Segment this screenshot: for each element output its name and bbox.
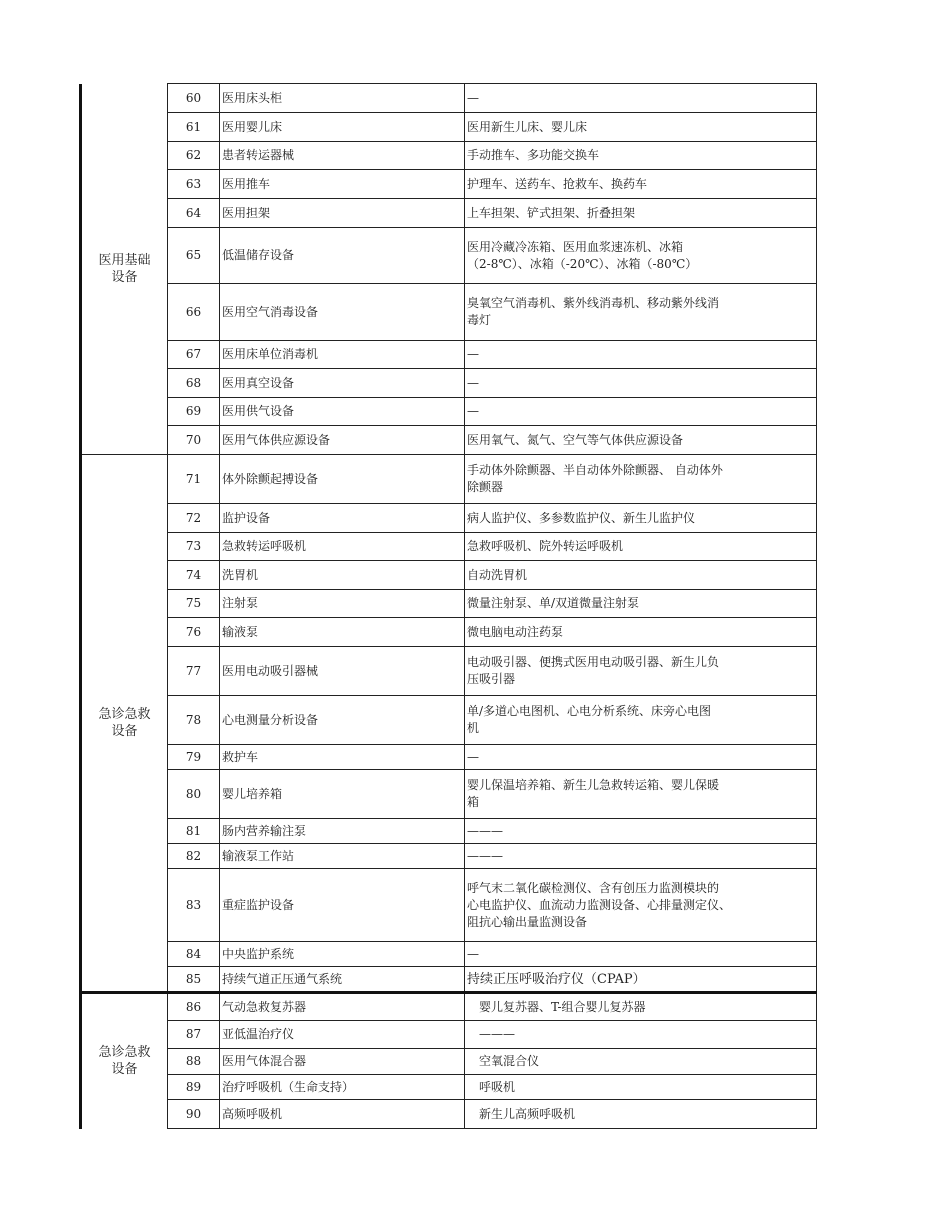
- row-number: 83: [168, 869, 220, 942]
- row-number: 89: [168, 1075, 220, 1100]
- device-examples: 空氧混合仪: [465, 1049, 817, 1075]
- device-examples: —: [465, 84, 817, 113]
- device-name: 医用真空设备: [220, 369, 465, 398]
- device-name: 医用电动吸引器械: [220, 647, 465, 696]
- device-name: 肠内营养输注泵: [220, 819, 465, 844]
- device-examples: —: [465, 341, 817, 369]
- row-number: 71: [168, 455, 220, 504]
- device-examples: —: [465, 398, 817, 426]
- device-examples: —: [465, 942, 817, 967]
- category-label: 急诊急救: [98, 707, 151, 722]
- device-examples: 单/多道心电图机、心电分析系统、床旁心电图 机: [465, 696, 817, 745]
- device-name: 心电测量分析设备: [220, 696, 465, 745]
- row-number: 75: [168, 590, 220, 618]
- device-examples: 医用冷藏冷冻箱、医用血浆速冻机、冰箱 （2-8℃）、冰箱（-20℃）、冰箱（-80℃）: [465, 228, 817, 284]
- row-number: 88: [168, 1049, 220, 1075]
- table-row: [81, 341, 817, 369]
- device-name: 治疗呼吸机（生命支持）: [220, 1075, 465, 1100]
- device-examples: —: [465, 369, 817, 398]
- device-examples: ———: [465, 844, 817, 869]
- row-number: 79: [168, 745, 220, 770]
- device-examples: ———: [465, 1021, 817, 1049]
- device-name: 医用床头柜: [220, 84, 465, 113]
- device-examples: 臭氧空气消毒机、紫外线消毒机、移动紫外线消 毒灯: [465, 284, 817, 341]
- device-examples: 微量注射泵、单/双道微量注射泵: [465, 590, 817, 618]
- table-row: [81, 142, 817, 170]
- device-examples: 自动洗胃机: [465, 561, 817, 590]
- row-number: 60: [168, 84, 220, 113]
- row-number: 65: [168, 228, 220, 284]
- equipment-table: [79, 83, 817, 1129]
- row-number: 68: [168, 369, 220, 398]
- table-row: [81, 942, 817, 967]
- device-name: 医用担架: [220, 199, 465, 228]
- device-name: 体外除颤起搏设备: [220, 455, 465, 504]
- device-examples: 医用新生儿床、婴儿床: [465, 113, 817, 142]
- row-number: 67: [168, 341, 220, 369]
- device-name: 医用气体供应源设备: [220, 426, 465, 455]
- device-name: 婴儿培养箱: [220, 770, 465, 819]
- device-name: 注射泵: [220, 590, 465, 618]
- row-number: 74: [168, 561, 220, 590]
- device-examples: 呼气末二氧化碳检测仪、含有创压力监测模块的 心电监护仪、血流动力监测设备、心排量测定仪、 阻抗心输出量监测设备: [465, 869, 817, 942]
- row-number: 77: [168, 647, 220, 696]
- row-number: 82: [168, 844, 220, 869]
- row-number: 69: [168, 398, 220, 426]
- row-number: 73: [168, 533, 220, 561]
- row-number: 85: [168, 967, 220, 993]
- device-examples: ———: [465, 819, 817, 844]
- table-row: [81, 426, 817, 455]
- table-row: [81, 398, 817, 426]
- device-name: 监护设备: [220, 504, 465, 533]
- category-label: 设备: [111, 724, 138, 739]
- row-number: 86: [168, 993, 220, 1021]
- table-row: [81, 455, 817, 504]
- device-name: 医用推车: [220, 170, 465, 199]
- device-examples: 上车担架、铲式担架、折叠担架: [465, 199, 817, 228]
- row-number: 70: [168, 426, 220, 455]
- table-row: [81, 1075, 817, 1100]
- device-examples: 急救呼吸机、院外转运呼吸机: [465, 533, 817, 561]
- device-name: 高频呼吸机: [220, 1100, 465, 1129]
- device-name: 中央监护系统: [220, 942, 465, 967]
- device-name: 医用空气消毒设备: [220, 284, 465, 341]
- device-name: 重症监护设备: [220, 869, 465, 942]
- device-examples: 持续正压呼吸治疗仪（CPAP）: [465, 967, 817, 993]
- device-examples: 微电脑电动注药泵: [465, 618, 817, 647]
- device-name: 患者转运器械: [220, 142, 465, 170]
- row-number: 76: [168, 618, 220, 647]
- table-row: [81, 647, 817, 696]
- table-row: [81, 770, 817, 819]
- table-row: [81, 745, 817, 770]
- category-label: 设备: [111, 1062, 138, 1078]
- device-examples: 手动体外除颤器、半自动体外除颤器、 自动体外 除颤器: [465, 455, 817, 504]
- device-name: 救护车: [220, 745, 465, 770]
- row-number: 80: [168, 770, 220, 819]
- category-label: 设备: [111, 269, 138, 285]
- row-number: 78: [168, 696, 220, 745]
- device-name: 输液泵工作站: [220, 844, 465, 869]
- device-name: 急救转运呼吸机: [220, 533, 465, 561]
- device-examples: 病人监护仪、多参数监护仪、新生儿监护仪: [465, 504, 817, 533]
- table-row: [81, 844, 817, 869]
- table-row: [81, 284, 817, 341]
- table-row: [81, 369, 817, 398]
- row-number: 63: [168, 170, 220, 199]
- device-examples: 电动吸引器、便携式医用电动吸引器、新生儿负 压吸引器: [465, 647, 817, 696]
- table-row: [81, 1021, 817, 1049]
- table-row: [81, 618, 817, 647]
- table-row: [81, 228, 817, 284]
- category-cell: [81, 993, 168, 1129]
- row-number: 61: [168, 113, 220, 142]
- device-name: 洗胃机: [220, 561, 465, 590]
- row-number: 90: [168, 1100, 220, 1129]
- device-name: 医用婴儿床: [220, 113, 465, 142]
- table-row: [81, 1049, 817, 1075]
- device-name: 低温储存设备: [220, 228, 465, 284]
- table-row: [81, 993, 817, 1021]
- table-row: [81, 113, 817, 142]
- table-row: [81, 533, 817, 561]
- table-row: [81, 504, 817, 533]
- table-row: [81, 696, 817, 745]
- table-row: [81, 869, 817, 942]
- device-examples: —: [465, 745, 817, 770]
- table-row: [81, 1100, 817, 1129]
- table-row: [81, 199, 817, 228]
- row-number: 87: [168, 1021, 220, 1049]
- row-number: 64: [168, 199, 220, 228]
- row-number: 66: [168, 284, 220, 341]
- table-row: [81, 170, 817, 199]
- device-name: 持续气道正压通气系统: [220, 967, 465, 993]
- device-examples: 新生儿高频呼吸机: [465, 1100, 817, 1129]
- device-name: 输液泵: [220, 618, 465, 647]
- row-number: 84: [168, 942, 220, 967]
- table-row: [81, 561, 817, 590]
- device-examples: 呼吸机: [465, 1075, 817, 1100]
- device-name: 气动急救复苏器: [220, 993, 465, 1021]
- device-examples: 医用氧气、氮气、空气等气体供应源设备: [465, 426, 817, 455]
- device-examples: 护理车、送药车、抢救车、换药车: [465, 170, 817, 199]
- table-row: [81, 84, 817, 113]
- table-row: [81, 819, 817, 844]
- category-cell: [81, 455, 168, 993]
- device-examples: 婴儿复苏器、T-组合婴儿复苏器: [465, 993, 817, 1021]
- device-name: 亚低温治疗仪: [220, 1021, 465, 1049]
- category-cell: [81, 84, 168, 455]
- device-examples: 婴儿保温培养箱、新生儿急救转运箱、婴儿保暖 箱: [465, 770, 817, 819]
- table-row: [81, 590, 817, 618]
- device-name: 医用床单位消毒机: [220, 341, 465, 369]
- device-examples: 手动推车、多功能交换车: [465, 142, 817, 170]
- table-row: [81, 967, 817, 993]
- row-number: 72: [168, 504, 220, 533]
- device-name: 医用气体混合器: [220, 1049, 465, 1075]
- row-number: 81: [168, 819, 220, 844]
- category-label: 医用基础: [98, 252, 151, 268]
- category-label: 急诊急救: [98, 1045, 151, 1061]
- device-name: 医用供气设备: [220, 398, 465, 426]
- row-number: 62: [168, 142, 220, 170]
